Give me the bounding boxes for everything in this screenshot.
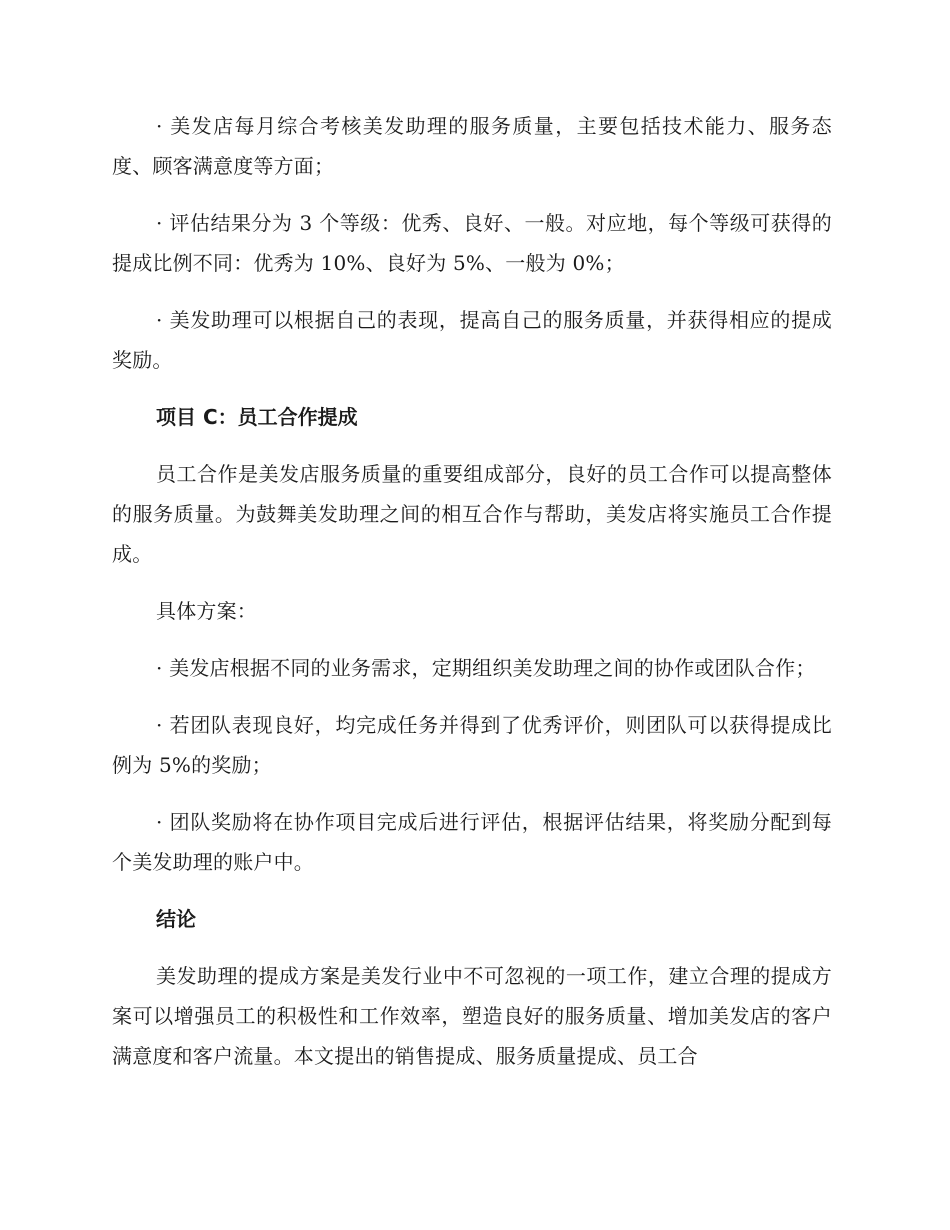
bullet-improve-performance: · 美发助理可以根据自己的表现，提高自己的服务质量，并获得相应的提成奖励。 [112, 308, 832, 372]
paragraph-conclusion: 美发助理的提成方案是美发行业中不可忽视的一项工作，建立合理的提成方案可以增强员工的积极性和工作效率，塑造良好的服务质量、增加美发店的客户满意度和客户流量。本文提出的销售提成、服务质量提成、员工合 [112, 964, 832, 1068]
bullet-grade-levels: · 评估结果分为 3 个等级：优秀、良好、一般。对应地，每个等级可获得的提成比例不同：优秀为 10%、良好为 5%、一般为 0%； [112, 211, 832, 275]
bullet-reward-distribution: · 团队奖励将在协作项目完成后进行评估，根据评估结果，将奖励分配到每个美发助理的账户中。 [112, 810, 832, 874]
section-heading-conclusion: 结论 [156, 907, 196, 931]
plan-label: 具体方案： [156, 599, 257, 623]
bullet-team-reward: · 若团队表现良好，均完成任务并得到了优秀评价，则团队可以获得提成比例为 5%的奖励； [112, 713, 832, 777]
paragraph-teamwork-intro: 员工合作是美发店服务质量的重要组成部分，良好的员工合作可以提高整体的服务质量。为鼓舞美发助理之间的相互合作与帮助，美发店将实施员工合作提成。 [112, 462, 832, 566]
bullet-monthly-assessment: · 美发店每月综合考核美发助理的服务质量，主要包括技术能力、服务态度、顾客满意度等方面； [112, 114, 832, 178]
document-page [112, 106, 832, 1093]
bullet-team-organization: · 美发店根据不同的业务需求，定期组织美发助理之间的协作或团队合作； [156, 656, 816, 680]
section-heading-project-c: 项目 C：员工合作提成 [156, 405, 358, 429]
